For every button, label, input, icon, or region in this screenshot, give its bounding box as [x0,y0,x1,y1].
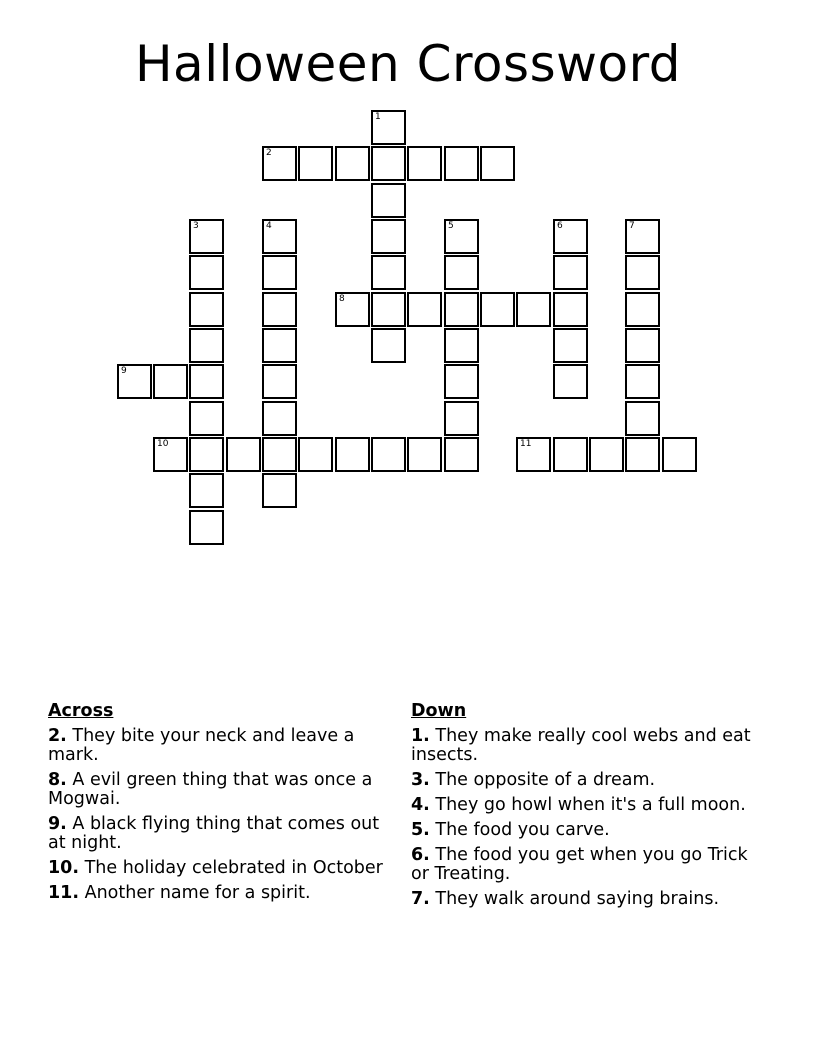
grid-cell[interactable] [589,437,624,472]
across-clue-2 [48,727,388,765]
cell-number: 6 [557,221,563,231]
grid-cell[interactable] [444,401,479,436]
grid-cell[interactable] [480,146,515,181]
cell-number: 11 [520,439,532,449]
grid-cell[interactable] [298,146,333,181]
clue-text: The opposite of a dream. [435,770,656,790]
down-clue-6 [411,846,751,884]
grid-cell[interactable] [480,292,515,327]
grid-cell[interactable] [407,437,442,472]
grid-cell[interactable] [189,510,224,545]
grid-cell[interactable] [262,255,297,290]
grid-cell[interactable] [371,110,406,145]
clue-number: 2. [48,726,67,746]
down-clue-5 [411,821,751,840]
cell-number: 2 [266,148,272,158]
grid-cell[interactable] [553,219,588,254]
cell-number: 1 [375,112,381,122]
grid-cell[interactable] [516,292,551,327]
grid-cell[interactable] [444,219,479,254]
grid-cell[interactable] [516,437,551,472]
grid-cell[interactable] [189,255,224,290]
grid-cell[interactable] [371,292,406,327]
down-clues [411,702,751,915]
grid-cell[interactable] [189,364,224,399]
cell-number: 8 [339,294,345,304]
clue-number: 9. [48,814,67,834]
clue-text: The food you get when you go Trick or Treating. [411,845,748,884]
cell-number: 10 [157,439,169,449]
grid-cell[interactable] [553,292,588,327]
grid-cell[interactable] [262,364,297,399]
clue-number: 1. [411,726,430,746]
cell-number: 3 [193,221,199,231]
grid-cell[interactable] [444,437,479,472]
grid-cell[interactable] [262,437,297,472]
grid-cell[interactable] [625,401,660,436]
grid-cell[interactable] [371,219,406,254]
grid-cell[interactable] [553,364,588,399]
clue-number: 10. [48,858,80,878]
clue-number: 8. [48,770,67,790]
grid-cell[interactable] [262,219,297,254]
grid-cell[interactable] [262,292,297,327]
clue-number: 4. [411,795,430,815]
grid-cell[interactable] [444,364,479,399]
down-clue-1 [411,727,751,765]
clue-text: A evil green thing that was once a Mogwai. [48,770,373,809]
grid-cell[interactable] [625,255,660,290]
grid-cell[interactable] [371,437,406,472]
grid-cell[interactable] [625,219,660,254]
grid-cell[interactable] [335,437,370,472]
clue-text: They go howl when it's a full moon. [435,795,746,815]
down-clue-4 [411,796,751,815]
clue-number: 7. [411,889,430,909]
grid-cell[interactable] [189,219,224,254]
clue-text: Another name for a spirit. [84,883,311,903]
grid-cell[interactable] [625,437,660,472]
clue-text: A black flying thing that comes out at night. [48,814,380,853]
across-heading: Across [48,701,114,721]
cell-number: 5 [448,221,454,231]
clue-text: They make really cool webs and eat insects. [411,726,751,765]
grid-cell[interactable] [371,328,406,363]
grid-cell[interactable] [298,437,333,472]
grid-cell[interactable] [625,328,660,363]
down-clue-3 [411,771,751,790]
grid-cell[interactable] [189,292,224,327]
across-clue-10 [48,859,388,878]
across-clue-8 [48,771,388,809]
grid-cell[interactable] [262,328,297,363]
down-heading: Down [411,701,467,721]
cell-number: 4 [266,221,272,231]
clue-number: 5. [411,820,430,840]
grid-cell[interactable] [444,255,479,290]
grid-cell[interactable] [444,292,479,327]
grid-cell[interactable] [262,146,297,181]
grid-cell[interactable] [189,437,224,472]
cell-number: 7 [629,221,635,231]
grid-cell[interactable] [371,255,406,290]
grid-cell[interactable] [189,401,224,436]
grid-cell[interactable] [553,328,588,363]
grid-cell[interactable] [444,328,479,363]
grid-cell[interactable] [153,364,188,399]
grid-cell[interactable] [662,437,697,472]
across-clue-9 [48,815,388,853]
cell-number: 9 [121,366,127,376]
grid-cell[interactable] [189,473,224,508]
across-clues [48,702,388,909]
grid-cell[interactable] [371,146,406,181]
clue-text: They bite your neck and leave a mark. [48,726,355,765]
grid-cell[interactable] [371,183,406,218]
clue-text: They walk around saying brains. [435,889,720,909]
grid-cell[interactable] [262,473,297,508]
grid-cell[interactable] [407,146,442,181]
clue-text: The holiday celebrated in October [84,858,383,878]
clue-number: 3. [411,770,430,790]
grid-cell[interactable] [262,401,297,436]
clue-number: 11. [48,883,80,903]
across-clue-11 [48,884,388,903]
clue-number: 6. [411,845,430,865]
down-clue-7 [411,890,751,909]
grid-cell[interactable] [117,364,152,399]
grid-cell[interactable] [153,437,188,472]
grid-cell[interactable] [226,437,261,472]
clue-text: The food you carve. [435,820,610,840]
grid-cell[interactable] [335,292,370,327]
grid-cell[interactable] [189,328,224,363]
grid-cell[interactable] [444,146,479,181]
grid-cell[interactable] [553,437,588,472]
grid-cell[interactable] [625,364,660,399]
grid-cell[interactable] [407,292,442,327]
page-title: Halloween Crossword [134,35,682,93]
grid-cell[interactable] [335,146,370,181]
grid-cell[interactable] [553,255,588,290]
grid-cell[interactable] [625,292,660,327]
